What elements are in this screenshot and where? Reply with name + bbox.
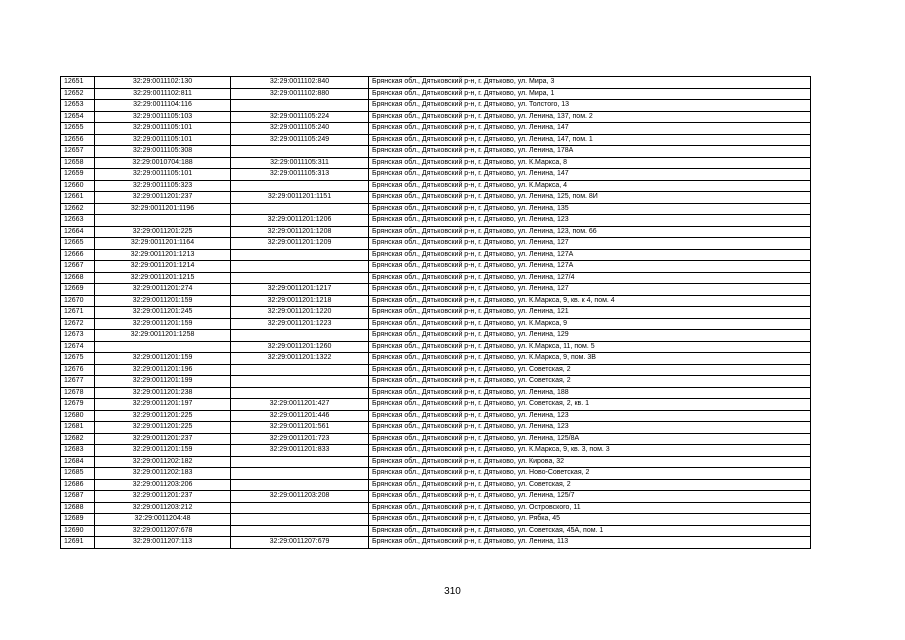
table-row <box>61 364 811 376</box>
table-row <box>61 537 811 549</box>
cell-parcel-cadastral-number: 32:29:0011207:113 <box>95 537 231 549</box>
cell-object-cadastral-number <box>231 100 369 112</box>
cell-parcel-cadastral-number: 32:29:0011207:678 <box>95 525 231 537</box>
cell-row-number: 12671 <box>61 307 95 319</box>
cell-address: Брянская обл., Дятьковский р-н, г. Дятьково, ул. Мира, 1 <box>369 88 811 100</box>
cell-parcel-cadastral-number: 32:29:0011203:212 <box>95 502 231 514</box>
cell-row-number: 12665 <box>61 238 95 250</box>
cell-address: Брянская обл., Дятьковский р-н, г. Дятьково, ул. Ленина, 137, пом. 2 <box>369 111 811 123</box>
table-row <box>61 353 811 365</box>
table-row <box>61 491 811 503</box>
cell-object-cadastral-number <box>231 180 369 192</box>
cell-parcel-cadastral-number: 32:29:0011102:811 <box>95 88 231 100</box>
table-row <box>61 318 811 330</box>
cell-address: Брянская обл., Дятьковский р-н, г. Дятьково, ул. Мира, 3 <box>369 77 811 89</box>
cell-object-cadastral-number: 32:29:0011203:208 <box>231 491 369 503</box>
table-row <box>61 226 811 238</box>
cell-object-cadastral-number: 32:29:0011201:427 <box>231 399 369 411</box>
cell-object-cadastral-number: 32:29:0011201:1208 <box>231 226 369 238</box>
cell-address: Брянская обл., Дятьковский р-н, г. Дятьково, ул. Советская, 2 <box>369 479 811 491</box>
cell-address: Брянская обл., Дятьковский р-н, г. Дятьково, ул. Ленина, 123 <box>369 422 811 434</box>
table-row <box>61 123 811 135</box>
cell-object-cadastral-number <box>231 203 369 215</box>
cell-row-number: 12657 <box>61 146 95 158</box>
cell-row-number: 12662 <box>61 203 95 215</box>
table-row <box>61 180 811 192</box>
cell-parcel-cadastral-number: 32:29:0011104:116 <box>95 100 231 112</box>
cell-address: Брянская обл., Дятьковский р-н, г. Дятьково, ул. Ленина, 127А <box>369 249 811 261</box>
cell-object-cadastral-number: 32:29:0011102:880 <box>231 88 369 100</box>
cell-address: Брянская обл., Дятьковский р-н, г. Дятьково, ул. Советская, 2, кв. 1 <box>369 399 811 411</box>
cell-address: Брянская обл., Дятьковский р-н, г. Дятьково, ул. К.Маркса, 11, пом. 5 <box>369 341 811 353</box>
cell-object-cadastral-number <box>231 146 369 158</box>
table-row <box>61 502 811 514</box>
table-row <box>61 307 811 319</box>
cell-object-cadastral-number: 32:29:0011201:1209 <box>231 238 369 250</box>
cell-address: Брянская обл., Дятьковский р-н, г. Дятьково, ул. Ленина, 127/4 <box>369 272 811 284</box>
cell-parcel-cadastral-number: 32:29:0011105:101 <box>95 123 231 135</box>
cell-parcel-cadastral-number: 32:29:0011201:199 <box>95 376 231 388</box>
table-row <box>61 272 811 284</box>
table-row <box>61 157 811 169</box>
cell-parcel-cadastral-number: 32:29:0011201:1196 <box>95 203 231 215</box>
cell-parcel-cadastral-number: 32:29:0011201:237 <box>95 192 231 204</box>
cell-address: Брянская обл., Дятьковский р-н, г. Дятьково, ул. Ленина, 127 <box>369 284 811 296</box>
cell-row-number: 12687 <box>61 491 95 503</box>
table-row <box>61 215 811 227</box>
cell-object-cadastral-number <box>231 330 369 342</box>
cell-object-cadastral-number <box>231 364 369 376</box>
table-row <box>61 422 811 434</box>
table-row <box>61 203 811 215</box>
cell-address: Брянская обл., Дятьковский р-н, г. Дятьково, ул. Ленина, 113 <box>369 537 811 549</box>
cell-row-number: 12660 <box>61 180 95 192</box>
table-row <box>61 169 811 181</box>
cell-parcel-cadastral-number: 32:29:0011105:101 <box>95 134 231 146</box>
cell-parcel-cadastral-number: 32:29:0011201:1258 <box>95 330 231 342</box>
cell-parcel-cadastral-number: 32:29:0011201:196 <box>95 364 231 376</box>
cell-parcel-cadastral-number: 32:29:0011201:1213 <box>95 249 231 261</box>
cell-parcel-cadastral-number: 32:29:0011202:183 <box>95 468 231 480</box>
cell-row-number: 12674 <box>61 341 95 353</box>
table-row <box>61 410 811 422</box>
cell-address: Брянская обл., Дятьковский р-н, г. Дятьково, ул. Ленина, 127 <box>369 238 811 250</box>
cell-parcel-cadastral-number: 32:29:0011201:237 <box>95 491 231 503</box>
cell-parcel-cadastral-number: 32:29:0011105:308 <box>95 146 231 158</box>
cell-parcel-cadastral-number: 32:29:0011201:225 <box>95 226 231 238</box>
table-row <box>61 111 811 123</box>
cell-parcel-cadastral-number: 32:29:0011201:159 <box>95 318 231 330</box>
cell-parcel-cadastral-number: 32:29:0011201:1215 <box>95 272 231 284</box>
cell-address: Брянская обл., Дятьковский р-н, г. Дятьково, ул. Ленина, 147, пом. 1 <box>369 134 811 146</box>
cell-object-cadastral-number: 32:29:0011201:561 <box>231 422 369 434</box>
cell-row-number: 12677 <box>61 376 95 388</box>
table-row <box>61 88 811 100</box>
table-row <box>61 238 811 250</box>
table-row <box>61 100 811 112</box>
cell-address: Брянская обл., Дятьковский р-н, г. Дятьково, ул. Толстого, 13 <box>369 100 811 112</box>
cell-parcel-cadastral-number: 32:29:0011201:274 <box>95 284 231 296</box>
cell-object-cadastral-number <box>231 502 369 514</box>
cell-address: Брянская обл., Дятьковский р-н, г. Дятьково, ул. Ленина, 135 <box>369 203 811 215</box>
cell-row-number: 12663 <box>61 215 95 227</box>
table-row <box>61 341 811 353</box>
cell-parcel-cadastral-number <box>95 215 231 227</box>
cell-address: Брянская обл., Дятьковский р-н, г. Дятьково, ул. Советская, 2 <box>369 364 811 376</box>
cell-parcel-cadastral-number: 32:29:0011105:103 <box>95 111 231 123</box>
cell-row-number: 12659 <box>61 169 95 181</box>
cell-parcel-cadastral-number: 32:29:0011202:182 <box>95 456 231 468</box>
table-row <box>61 399 811 411</box>
cell-row-number: 12683 <box>61 445 95 457</box>
table-row <box>61 479 811 491</box>
cell-row-number: 12689 <box>61 514 95 526</box>
table-row <box>61 525 811 537</box>
cell-address: Брянская обл., Дятьковский р-н, г. Дятьково, ул. Ленина, 123 <box>369 215 811 227</box>
cell-parcel-cadastral-number: 32:29:0011201:225 <box>95 422 231 434</box>
cell-object-cadastral-number: 32:29:0011201:1223 <box>231 318 369 330</box>
cell-row-number: 12654 <box>61 111 95 123</box>
cell-address: Брянская обл., Дятьковский р-н, г. Дятьково, ул. К.Маркса, 9, кв. 3, пом. 3 <box>369 445 811 457</box>
cell-object-cadastral-number: 32:29:0011201:1322 <box>231 353 369 365</box>
cell-row-number: 12691 <box>61 537 95 549</box>
cell-address: Брянская обл., Дятьковский р-н, г. Дятьково, ул. Ленина, 123 <box>369 410 811 422</box>
cell-row-number: 12669 <box>61 284 95 296</box>
cell-address: Брянская обл., Дятьковский р-н, г. Дятьково, ул. К.Маркса, 9, кв. к 4, пом. 4 <box>369 295 811 307</box>
cell-address: Брянская обл., Дятьковский р-н, г. Дятьково, ул. Ленина, 147 <box>369 169 811 181</box>
cell-object-cadastral-number <box>231 525 369 537</box>
cell-address: Брянская обл., Дятьковский р-н, г. Дятьково, ул. Ленина, 178А <box>369 146 811 158</box>
cell-address: Брянская обл., Дятьковский р-н, г. Дятьково, ул. Ленина, 125/8А <box>369 433 811 445</box>
cell-object-cadastral-number <box>231 376 369 388</box>
cell-object-cadastral-number: 32:29:0011201:1206 <box>231 215 369 227</box>
cell-row-number: 12676 <box>61 364 95 376</box>
cell-row-number: 12678 <box>61 387 95 399</box>
cell-parcel-cadastral-number: 32:29:0011201:159 <box>95 445 231 457</box>
table-row <box>61 134 811 146</box>
cell-object-cadastral-number: 32:29:0011105:313 <box>231 169 369 181</box>
cell-address: Брянская обл., Дятьковский р-н, г. Дятьково, ул. К.Маркса, 9 <box>369 318 811 330</box>
cell-parcel-cadastral-number: 32:29:0011201:159 <box>95 353 231 365</box>
cell-parcel-cadastral-number: 32:29:0011201:225 <box>95 410 231 422</box>
cell-object-cadastral-number <box>231 272 369 284</box>
table-row <box>61 387 811 399</box>
cell-parcel-cadastral-number: 32:29:0011201:245 <box>95 307 231 319</box>
cell-row-number: 12664 <box>61 226 95 238</box>
cell-row-number: 12667 <box>61 261 95 273</box>
cell-object-cadastral-number: 32:29:0011105:249 <box>231 134 369 146</box>
table-row <box>61 77 811 89</box>
cell-row-number: 12666 <box>61 249 95 261</box>
cell-parcel-cadastral-number: 32:29:0011204:48 <box>95 514 231 526</box>
cell-object-cadastral-number: 32:29:0011105:224 <box>231 111 369 123</box>
table-row <box>61 261 811 273</box>
cell-row-number: 12672 <box>61 318 95 330</box>
cell-object-cadastral-number: 32:29:0011201:446 <box>231 410 369 422</box>
cell-object-cadastral-number: 32:29:0011105:240 <box>231 123 369 135</box>
cell-row-number: 12653 <box>61 100 95 112</box>
cell-row-number: 12688 <box>61 502 95 514</box>
cell-parcel-cadastral-number: 32:29:0011201:159 <box>95 295 231 307</box>
cell-object-cadastral-number: 32:29:0011201:1151 <box>231 192 369 204</box>
table-row <box>61 146 811 158</box>
page-number: 310 <box>444 586 461 597</box>
registry-table <box>60 76 811 549</box>
cell-address: Брянская обл., Дятьковский р-н, г. Дятьково, ул. Ново-Советская, 2 <box>369 468 811 480</box>
cell-object-cadastral-number: 32:29:0011102:840 <box>231 77 369 89</box>
cell-object-cadastral-number <box>231 387 369 399</box>
cell-object-cadastral-number: 32:29:0011207:679 <box>231 537 369 549</box>
cell-parcel-cadastral-number: 32:29:0011201:197 <box>95 399 231 411</box>
cell-row-number: 12680 <box>61 410 95 422</box>
cell-address: Брянская обл., Дятьковский р-н, г. Дятьково, ул. К.Маркса, 8 <box>369 157 811 169</box>
table-row <box>61 456 811 468</box>
cell-parcel-cadastral-number: 32:29:0011105:101 <box>95 169 231 181</box>
cell-object-cadastral-number <box>231 479 369 491</box>
table-row <box>61 192 811 204</box>
cell-address: Брянская обл., Дятьковский р-н, г. Дятьково, ул. Ленина, 125/7 <box>369 491 811 503</box>
cell-object-cadastral-number: 32:29:0011201:833 <box>231 445 369 457</box>
cell-row-number: 12675 <box>61 353 95 365</box>
cell-row-number: 12686 <box>61 479 95 491</box>
cell-row-number: 12658 <box>61 157 95 169</box>
cell-object-cadastral-number: 32:29:0011201:1218 <box>231 295 369 307</box>
table-row <box>61 330 811 342</box>
cell-row-number: 12670 <box>61 295 95 307</box>
registry-table-body <box>61 77 811 549</box>
cell-address: Брянская обл., Дятьковский р-н, г. Дятьково, ул. К.Маркса, 9, пом. 3В <box>369 353 811 365</box>
cell-row-number: 12679 <box>61 399 95 411</box>
cell-object-cadastral-number: 32:29:0011201:1217 <box>231 284 369 296</box>
cell-parcel-cadastral-number: 32:29:0011201:237 <box>95 433 231 445</box>
cell-address: Брянская обл., Дятьковский р-н, г. Дятьково, ул. Ленина, 127А <box>369 261 811 273</box>
cell-parcel-cadastral-number <box>95 341 231 353</box>
table-row <box>61 468 811 480</box>
cell-row-number: 12651 <box>61 77 95 89</box>
cell-object-cadastral-number: 32:29:0011201:1260 <box>231 341 369 353</box>
cell-address: Брянская обл., Дятьковский р-н, г. Дятьково, ул. Ленина, 188 <box>369 387 811 399</box>
cell-object-cadastral-number <box>231 468 369 480</box>
cell-row-number: 12652 <box>61 88 95 100</box>
cell-address: Брянская обл., Дятьковский р-н, г. Дятьково, ул. Ленина, 123, пом. 66 <box>369 226 811 238</box>
cell-address: Брянская обл., Дятьковский р-н, г. Дятьково, ул. Ленина, 121 <box>369 307 811 319</box>
cell-address: Брянская обл., Дятьковский р-н, г. Дятьково, ул. Советская, 2 <box>369 376 811 388</box>
cell-object-cadastral-number <box>231 514 369 526</box>
cell-address: Брянская обл., Дятьковский р-н, г. Дятьково, ул. Ленина, 125, пом. 8И <box>369 192 811 204</box>
cell-row-number: 12656 <box>61 134 95 146</box>
cell-row-number: 12668 <box>61 272 95 284</box>
cell-object-cadastral-number: 32:29:0011105:311 <box>231 157 369 169</box>
cell-row-number: 12661 <box>61 192 95 204</box>
cell-address: Брянская обл., Дятьковский р-н, г. Дятьково, ул. Ленина, 129 <box>369 330 811 342</box>
cell-object-cadastral-number <box>231 456 369 468</box>
cell-object-cadastral-number <box>231 249 369 261</box>
cell-address: Брянская обл., Дятьковский р-н, г. Дятьково, ул. Советская, 45А, пом. 1 <box>369 525 811 537</box>
cell-parcel-cadastral-number: 32:29:0011105:323 <box>95 180 231 192</box>
table-row <box>61 445 811 457</box>
cell-row-number: 12684 <box>61 456 95 468</box>
cell-row-number: 12690 <box>61 525 95 537</box>
table-row <box>61 284 811 296</box>
cell-row-number: 12682 <box>61 433 95 445</box>
cell-parcel-cadastral-number: 32:29:0011203:206 <box>95 479 231 491</box>
cell-address: Брянская обл., Дятьковский р-н, г. Дятьково, ул. К.Маркса, 4 <box>369 180 811 192</box>
cell-object-cadastral-number: 32:29:0011201:723 <box>231 433 369 445</box>
cell-parcel-cadastral-number: 32:29:0011102:130 <box>95 77 231 89</box>
cell-parcel-cadastral-number: 32:29:0011201:1214 <box>95 261 231 273</box>
cell-parcel-cadastral-number: 32:29:0011201:238 <box>95 387 231 399</box>
cell-row-number: 12673 <box>61 330 95 342</box>
cell-object-cadastral-number <box>231 261 369 273</box>
table-row <box>61 433 811 445</box>
cell-row-number: 12655 <box>61 123 95 135</box>
cell-object-cadastral-number: 32:29:0011201:1220 <box>231 307 369 319</box>
table-row <box>61 249 811 261</box>
cell-parcel-cadastral-number: 32:29:0011201:1164 <box>95 238 231 250</box>
cell-row-number: 12685 <box>61 468 95 480</box>
table-row <box>61 295 811 307</box>
cell-row-number: 12681 <box>61 422 95 434</box>
cell-parcel-cadastral-number: 32:29:0010704:188 <box>95 157 231 169</box>
cell-address: Брянская обл., Дятьковский р-н, г. Дятьково, ул. Островского, 11 <box>369 502 811 514</box>
cell-address: Брянская обл., Дятьковский р-н, г. Дятьково, ул. Ленина, 147 <box>369 123 811 135</box>
table-row <box>61 376 811 388</box>
cell-address: Брянская обл., Дятьковский р-н, г. Дятьково, ул. Рябка, 45 <box>369 514 811 526</box>
table-row <box>61 514 811 526</box>
cell-address: Брянская обл., Дятьковский р-н, г. Дятьково, ул. Кирова, 32 <box>369 456 811 468</box>
